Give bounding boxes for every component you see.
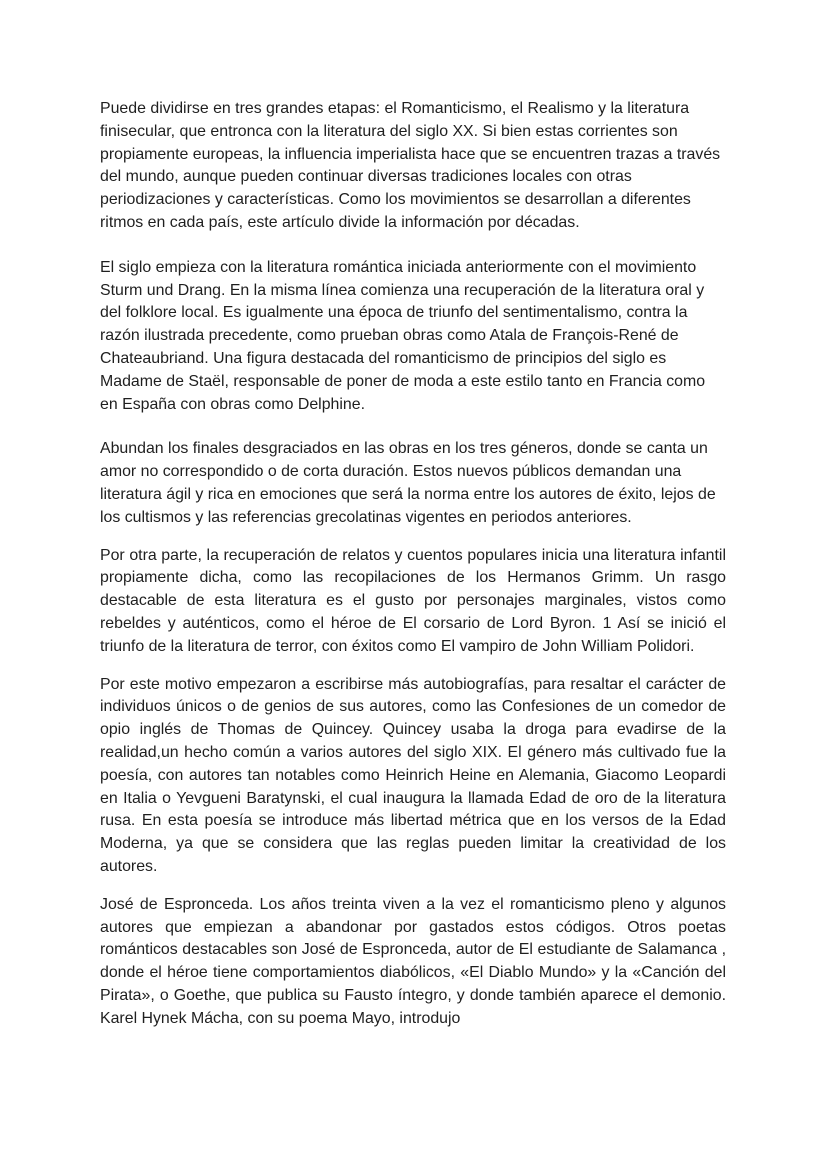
paragraph-relatos-populares: Por otra parte, la recuperación de relatos y cuentos populares inicia una literatura infantil propiamente dicha, como las recopilaciones de los Hermanos Grimm. Un rasgo destacable de esta literatura es el gusto por personajes marginales, vistos como rebeldes y auténticos, como el héroe de El corsario de Lord Byron. 1 Así se inició el triunfo de la literatura de terror, con éxitos como El vampiro de John William Polidori.	[100, 546, 726, 655]
paragraph-etapas: Puede dividirse en tres grandes etapas: el Romanticismo, el Realismo y la literatura finisecular, que entronca con la literatura del siglo XX. Si bien estas corrientes son propiamente europeas, la influencia imperialista hace que se encuentren trazas a través del mundo, aunque pueden continuar diversas tradiciones locales con otras periodizaciones y características. Como los movimientos se desarrollan a diferentes ritmos en cada país, este artículo divide la información por décadas.	[100, 100, 721, 231]
document-body	[100, 98, 726, 1030]
paragraph-autobiografias: Por este motivo empezaron a escribirse más autobiografías, para resaltar el carácter de individuos únicos o de genios de sus autores, como las Confesiones de un comedor de opio inglés de Thomas de Quincey. Quincey usaba la droga para evadirse de la realidad,un hecho común a varios autores del siglo XIX. El género más cultivado fue la poesía, con autores tan notables como Heinrich Heine en Alemania, Giacomo Leopardi en Italia o Yevgueni Baratynski, el cual inaugura la llamada Edad de oro de la literatura rusa. En esta poesía se introduce más libertad métrica que en los versos de la Edad Moderna, ya que se considera que las reglas pueden limitar la creatividad de los autores.	[100, 675, 726, 875]
paragraph-siglo-empieza: El siglo empieza con la literatura romántica iniciada anteriormente con el movimiento Sturm und Drang. En la misma línea comienza una recuperación de la literatura oral y del folklore local. Es igualmente una época de triunfo del sentimentalismo, contra la razón ilustrada precedente, como prueban obras como Atala de François-René de Chateaubriand. Una figura destacada del romanticismo de principios del siglo es Madame de Staël, responsable de poner de moda a este estilo tanto en Francia como en España con obras como Delphine.	[100, 258, 706, 413]
paragraph-espronceda: José de Espronceda. Los años treinta viven a la vez el romanticismo pleno y algunos autores que empiezan a abandonar por gastados estos códigos. Otros poetas románticos destacables son José de Espronceda, autor de El estudiante de Salamanca , donde el héroe tiene comportamientos diabólicos, «El Diablo Mundo» y la «Canción del Pirata», o Goethe, que publica su Fausto íntegro, y donde también aparece el demonio. Karel Hynek Mácha, con su poema Mayo, introdujo	[100, 895, 726, 1027]
paragraph-finales-desgraciados: Abundan los finales desgraciados en las obras en los tres géneros, donde se canta un amor no correspondido o de corta duración. Estos nuevos públicos demandan una literatura ágil y rica en emociones que será la norma entre los autores de éxito, lejos de los cultismos y las referencias grecolatinas vigentes en periodos anteriores.	[100, 440, 716, 526]
